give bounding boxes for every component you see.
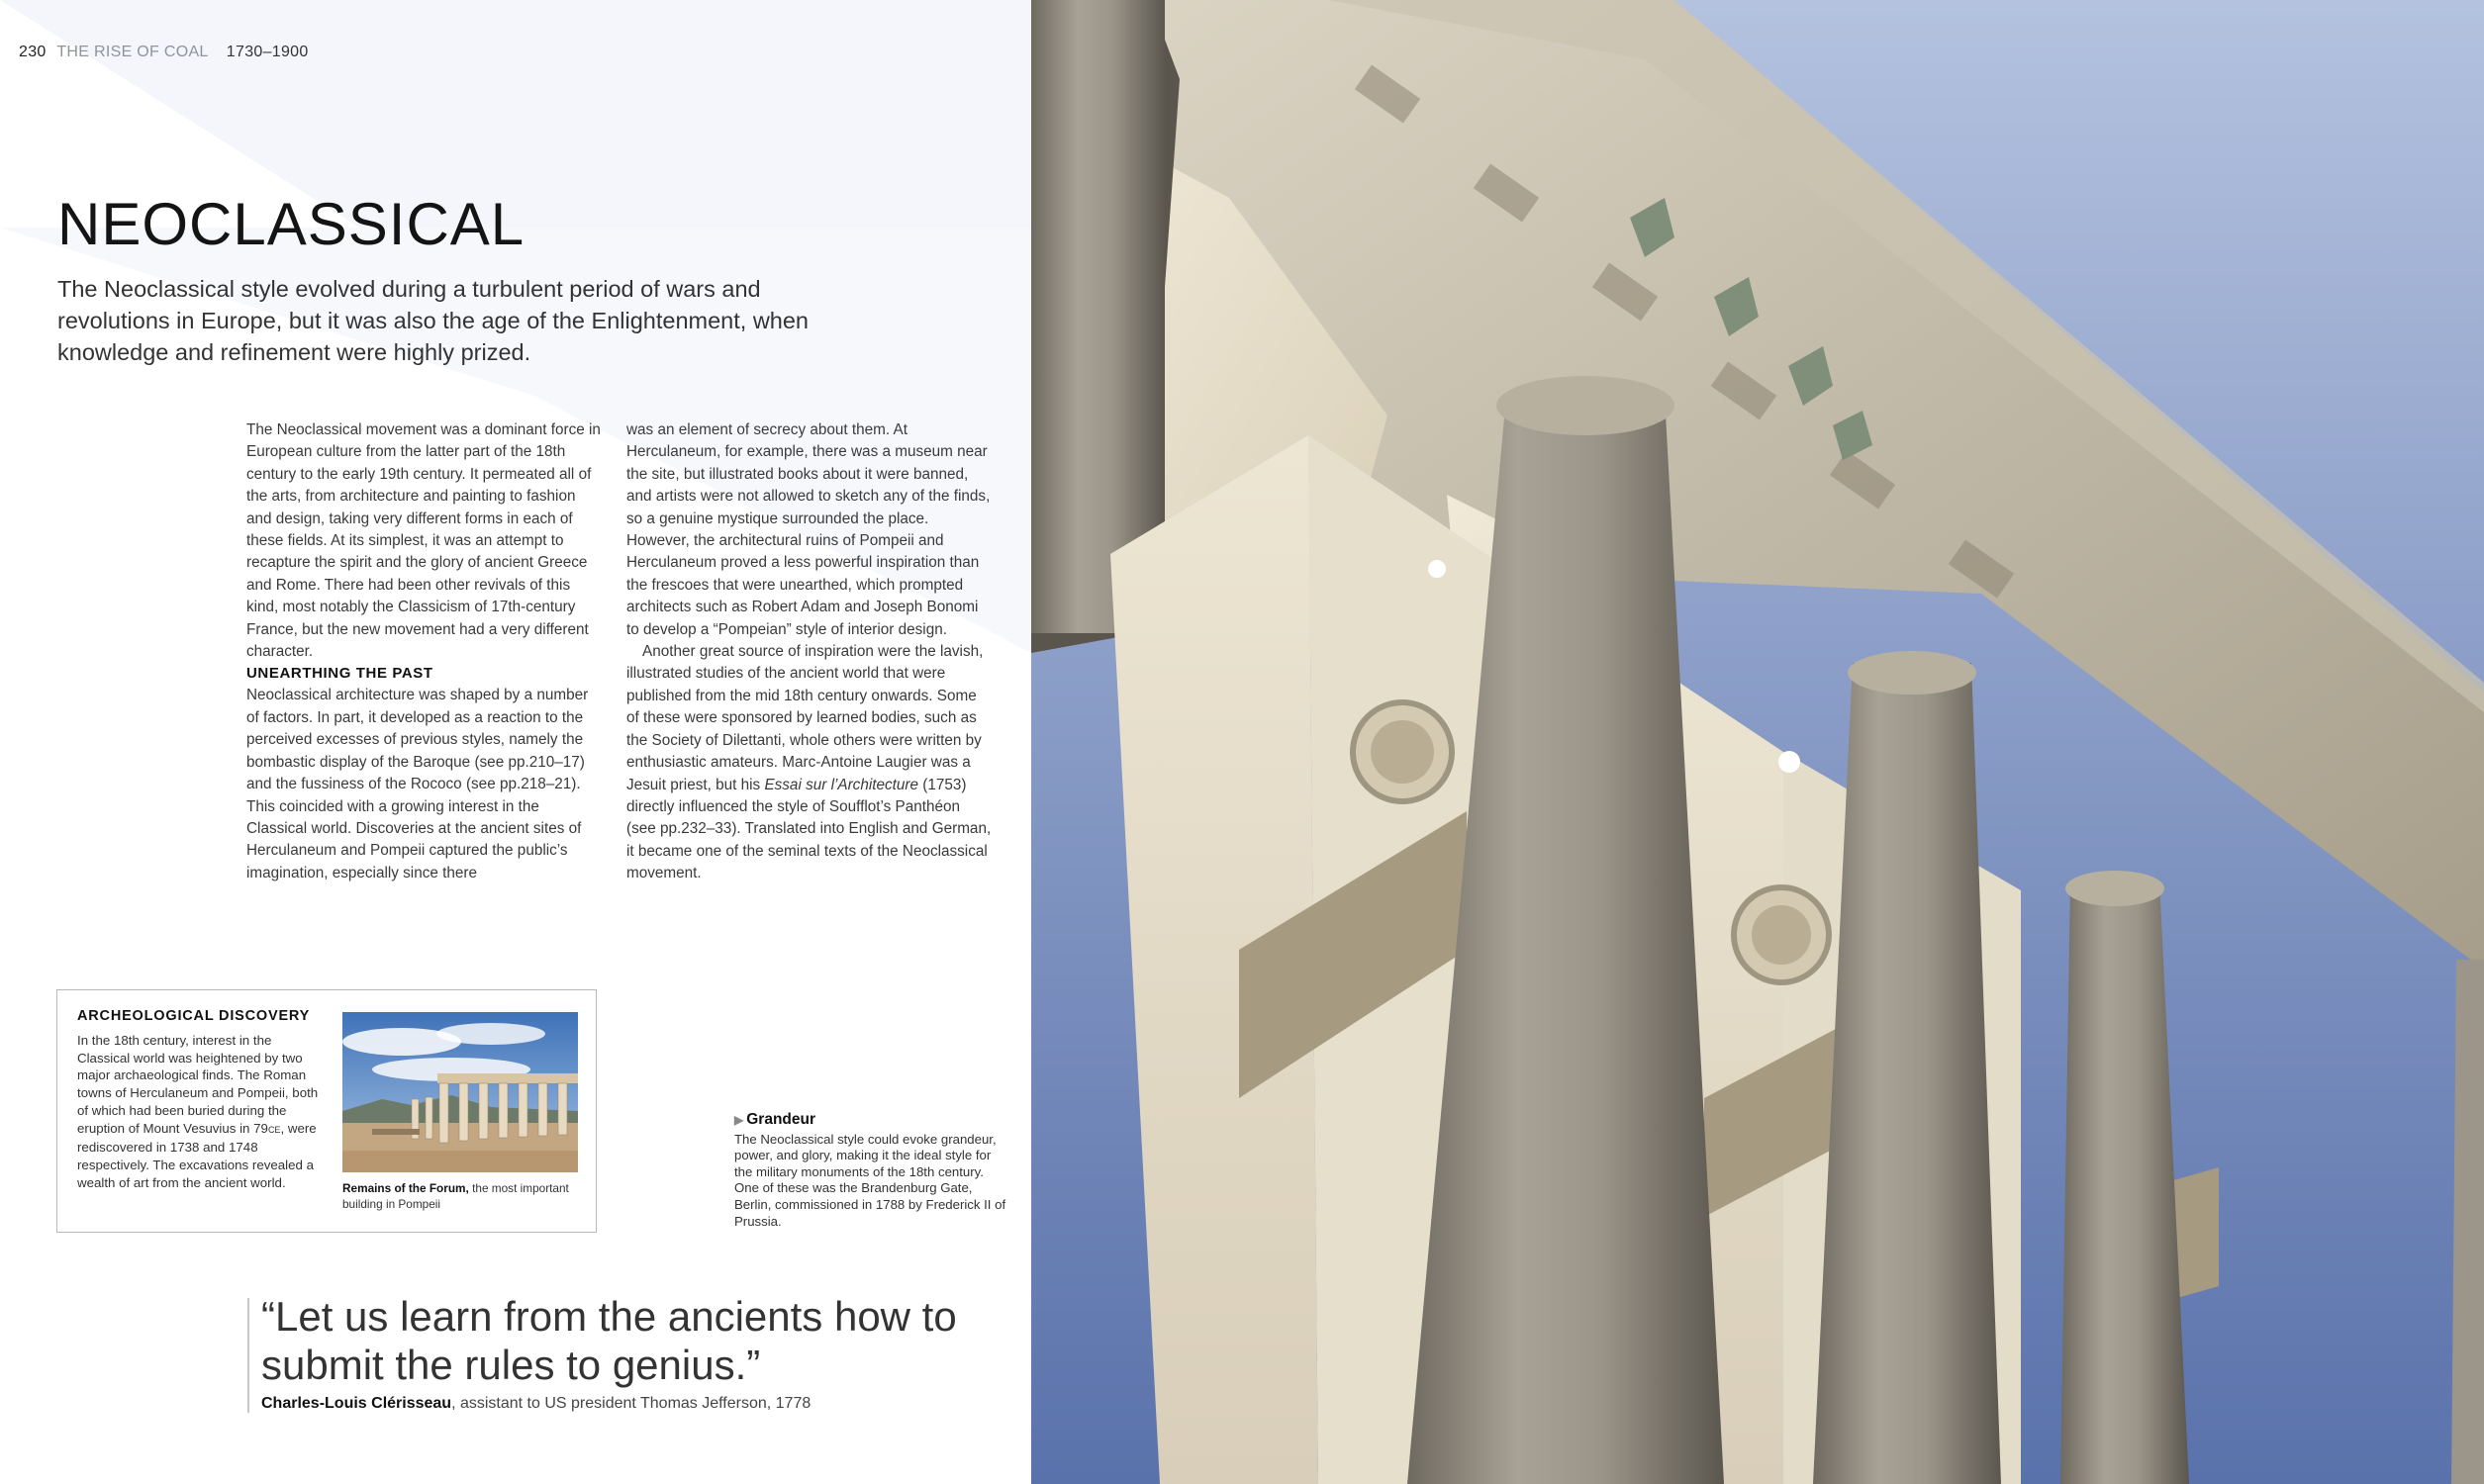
body-paragraph-2: Neoclassical architecture was shaped by a number of factors. In part, it developed as a reaction to the perceived excesses of previous styles, namely the bombastic display of the Baroque (see pp.210–17) and the fussiness of the Rococo (see pp.218–21). This coincided with a growing interest in the Classical world. Discoveries at the ancient sites of Herculaneum and Pompeii captured the public’s imagination, especially since there	[246, 687, 589, 881]
intro-paragraph: The Neoclassical style evolved during a turbulent period of wars and revolutions in Europe, but it was also the age of the Enlightenment, when knowledge and refinement were highly prized.	[57, 276, 809, 365]
page-number: 230	[19, 44, 47, 60]
subheading: UNEARTHING THE PAST	[246, 665, 433, 683]
feature-box-text: In the 18th century, interest in the Classical world was heightened by two major archaeological finds. The Roman towns of Herculaneum and Pompeii, both of which had been buried during the eruption of Mount Vesuvius in 79CE, were rediscovered in 1738 and 1748 respectively. The excavations revealed a wealth of art from the ancient world.	[77, 1033, 319, 1190]
feature-box-title: ARCHEOLOGICAL DISCOVERY	[77, 1008, 311, 1024]
body-paragraph-4: Another great source of inspiration were the lavish, illustrated studies of the ancient world that were published from the mid 18th century onwards. Some of these were sponsored by learned bodies, such as the Society of Dilettanti, whole others were written by enthusiastic amateurs. Marc-Antoine Laugier was a Jesuit priest, but his Essai sur l’Architecture (1753) directly influenced the style of Soufflot’s Panthéon (see pp.232–33). Translated into English and German, it became one of the seminal texts of the Neoclassical movement.	[626, 643, 992, 882]
grandeur-caption	[734, 1112, 1011, 1230]
grandeur-text: The Neoclassical style could evoke grandeur, power, and glory, making it the ideal style for the military monuments of the 18th century. One of these was the Brandenburg Gate, Berlin, commissioned in 1788 by Frederick II of Prussia.	[734, 1131, 1006, 1229]
body-column-1	[246, 419, 603, 884]
running-head	[19, 44, 309, 61]
section-name: THE RISE OF COAL	[56, 44, 209, 60]
quote-attribution: Charles-Louis Clérisseau, assistant to US president Thomas Jefferson, 1778	[261, 1395, 812, 1412]
triangle-marker-icon: ▶	[734, 1113, 744, 1127]
body-column-2	[626, 419, 993, 885]
photo-caption: Remains of the Forum, the most important building in Pompeii	[342, 1181, 569, 1211]
grandeur-heading: ▶ Grandeur	[734, 1111, 815, 1128]
body-paragraph-3: was an element of secrecy about them. At Herculaneum, for example, there was a museum near the site, but illustrated books about it were banned, and artists were not allowed to sketch any of the finds, so a genuine mystique surrounded the place. However, the architectural ruins of Pompeii and Herculaneum proved a less powerful inspiration than the frescoes that were unearthed, which prompted architects such as Robert Adam and Joseph Bonomi to develop a “Pompeian” style of interior design.	[626, 421, 991, 638]
feature-box	[56, 989, 597, 1233]
quote-rule	[247, 1298, 249, 1413]
page-title: NEOCLASSICAL	[57, 191, 525, 257]
section-years: 1730–1900	[226, 44, 309, 60]
body-paragraph-1: The Neoclassical movement was a dominant force in European culture from the latter part of the 18th century to the early 19th century. It permeated all of the arts, from architecture and painting to fashion and design, taking very different forms in each of these fields. At its simplest, it was an attempt to recapture the spirit and the glory of ancient Greece and Rome. There had been other revivals of this kind, most notably the Classicism of 17th-century France, but the new movement had a very different character.	[246, 421, 601, 661]
pompeii-forum-photo	[342, 1012, 578, 1172]
brandenburg-gate-photo	[1031, 0, 2484, 1484]
book-title: Essai sur l’Architecture	[764, 776, 919, 793]
pull-quote: “Let us learn from the ancients how to submit the rules to genius.”	[261, 1293, 957, 1388]
